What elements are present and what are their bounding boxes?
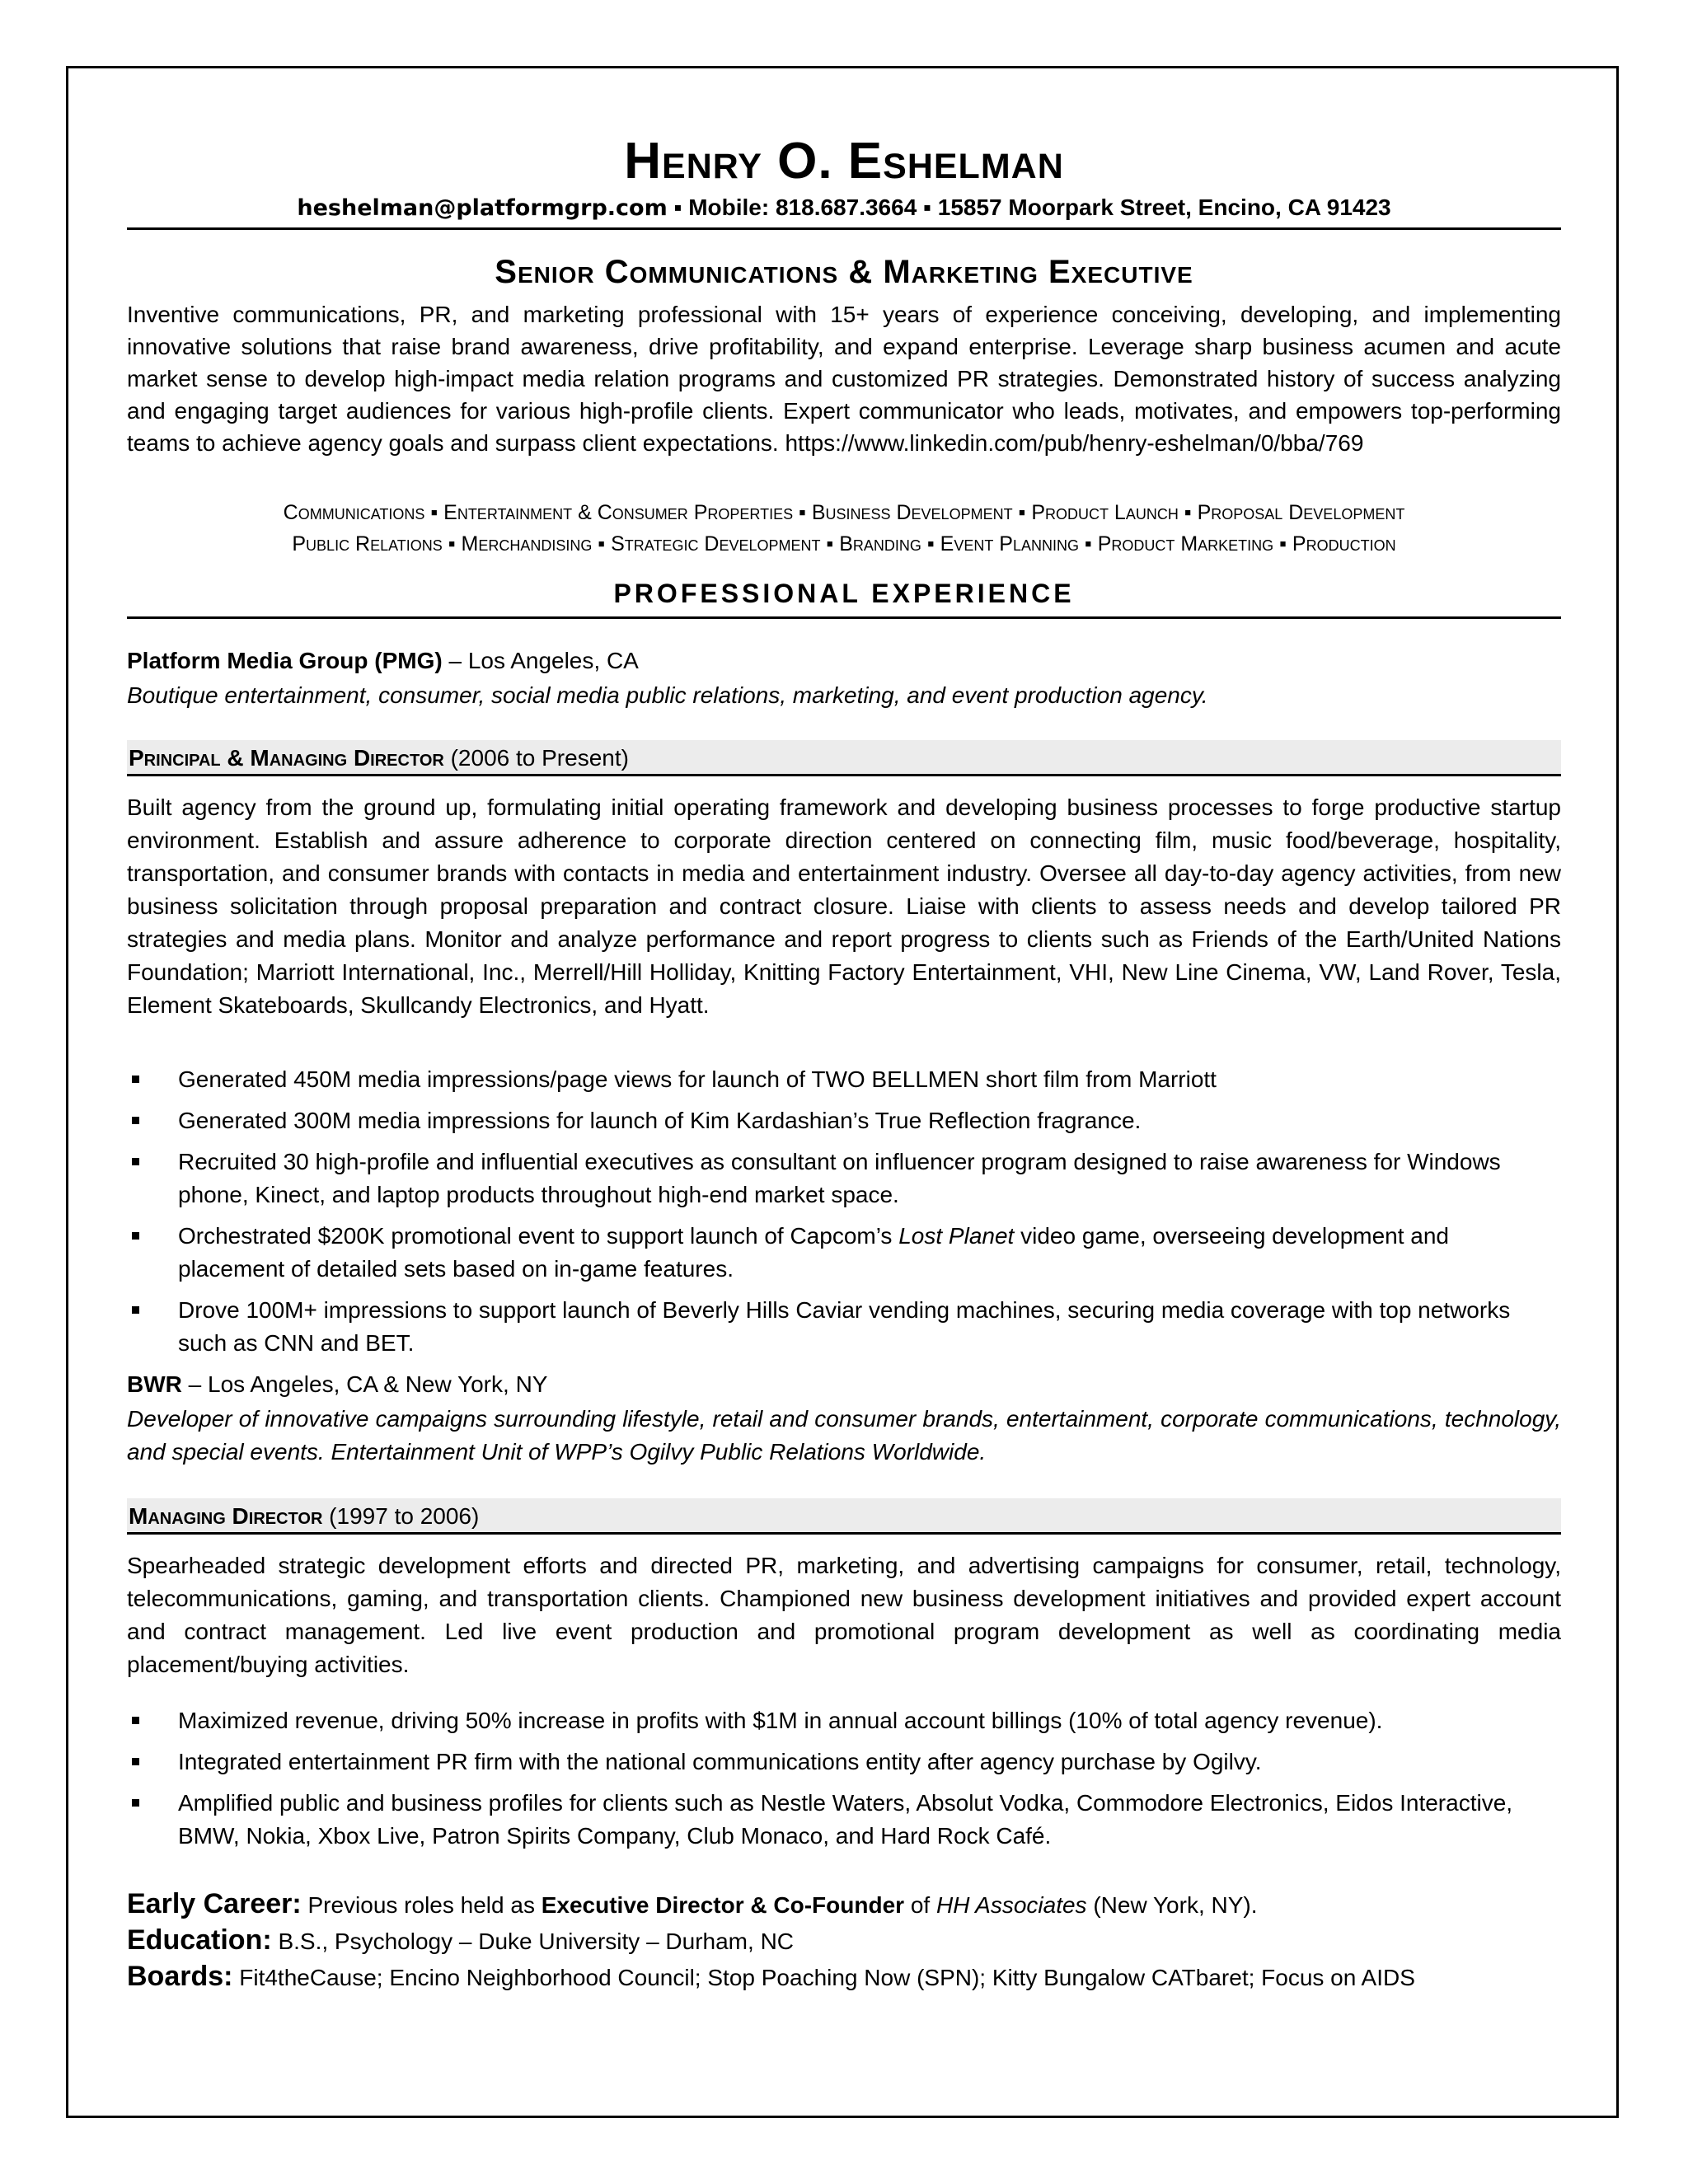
company-header <box>127 1368 1561 1401</box>
header-divider <box>127 227 1561 230</box>
section-title-experience: PROFESSIONAL EXPERIENCE <box>613 579 1075 608</box>
list-item: Integrated entertainment PR firm with the national communications entity after agency purchase by Ogilvy. <box>127 1746 1561 1779</box>
bullet-icon <box>132 1306 139 1314</box>
bullet-icon <box>132 1799 139 1807</box>
bullet-icon <box>132 1158 139 1165</box>
candidate-name: Henry O. Eshelman <box>624 133 1064 190</box>
email-address: heshelman@platformgrp.com <box>297 195 668 221</box>
mobile-number: Mobile: 818.687.3664 <box>688 194 917 220</box>
separator: ▪ <box>923 194 931 220</box>
early-career-line: Early Career: Previous roles held as Executive Director & Co-Founder of HH Associates (New York, NY). <box>127 1888 1258 1919</box>
list-item: Amplified public and business profiles for clients such as Nestle Waters, Absolut Vodka, Commodore Electronics, Eidos Interactive, BMW, Nokia, Xbox Live, Patron Spirits Company, Club Monaco, and Hard Rock Café. <box>127 1787 1561 1853</box>
separator: ▪ <box>673 194 682 220</box>
company-tagline: Developer of innovative campaigns surrounding lifestyle, retail and consumer brands, entertainment, corporate communications, technology, and special events. Entertainment Unit of WPP’s Ogilvy Public Relations Worldwide. <box>127 1406 1561 1465</box>
list-item: Recruited 30 high-profile and influential executives as consultant on influencer program designed to raise awareness for Windows phone, Kinect, and laptop products throughout high-end market space. <box>127 1146 1561 1212</box>
list-item: Generated 450M media impressions/page views for launch of TWO BELLMEN short film from Marriott <box>127 1063 1561 1096</box>
skills-line-1: Communications ▪ Entertainment & Consumer Properties ▪ Business Development ▪ Product Launch ▪ Proposal Development <box>283 501 1405 524</box>
section-divider <box>127 616 1561 619</box>
early-career-label: Early Career: <box>127 1888 302 1919</box>
role-bar <box>127 740 1561 776</box>
list-item: Maximized revenue, driving 50% increase in profits with $1M in annual account billings (10% of total agency revenue). <box>127 1704 1561 1737</box>
skills-line-2: Public Relations ▪ Merchandising ▪ Strategic Development ▪ Branding ▪ Event Planning ▪ Product Marketing ▪ Production <box>292 532 1396 555</box>
bullet-icon <box>132 1117 139 1124</box>
company-header <box>127 644 1561 677</box>
company-location: – Los Angeles, CA <box>442 648 639 673</box>
list-item: Generated 300M media impressions for launch of Kim Kardashian’s True Reflection fragrance. <box>127 1104 1561 1137</box>
role-title: Principal & Managing Director <box>129 745 444 771</box>
role-bar <box>127 1498 1561 1535</box>
bullet-icon <box>132 1758 139 1765</box>
company-name: BWR <box>127 1371 182 1397</box>
list-item: Orchestrated $200K promotional event to support launch of Capcom’s Lost Planet video game, overseeing development and placement of detailed sets based on in-game features. <box>127 1220 1561 1286</box>
company-name: Platform Media Group (PMG) <box>127 648 443 673</box>
bullet-icon <box>132 1232 139 1240</box>
achievement-list <box>127 1063 1561 1360</box>
role-description: Built agency from the ground up, formulating initial operating framework and developing business processes to forge productive startup environment. Establish and assure adherence to corporate direction centered on connecting film, music food/beverage, hospitality, transportation, and consumer brands with contacts in media and entertainment industry. Oversee all day-to-day agency activities, from new business solicitation through proposal preparation and contract closure. Liaise with clients to assess needs and develop tailored PR strategies and media plans. Monitor and analyze performance and report progress to clients such as Friends of the Earth/United Nations Foundation; Marriott International, Inc., Merrell/Hill Holliday, Knitting Factory Entertainment, VHI, New Line Cinema, VW, Land Rover, Tesla, Element Skateboards, Skullcandy Electronics, and Hyatt. <box>127 794 1561 1018</box>
bullet-icon <box>132 1076 139 1083</box>
list-item: Drove 100M+ impressions to support launch of Beverly Hills Caviar vending machines, securing media coverage with top networks such as CNN and BET. <box>127 1294 1561 1360</box>
contact-line <box>127 193 1561 223</box>
company-location: – Los Angeles, CA & New York, NY <box>181 1371 548 1397</box>
headline: Senior Communications & Marketing Executive <box>495 254 1193 290</box>
role-description: Spearheaded strategic development efforts and directed PR, marketing, and advertising campaigns for consumer, retail, technology, telecommunications, gaming, and transportation clients. Championed new business development initiatives and provided expert account and contract management. Led live event production and promotional program development as well as coordinating media placement/buying activities. <box>127 1553 1561 1677</box>
role-title: Managing Director <box>129 1503 323 1529</box>
role-dates: (1997 to 2006) <box>322 1503 480 1529</box>
boards-label: Boards: <box>127 1961 233 1992</box>
summary-paragraph: Inventive communications, PR, and marketing professional with 15+ years of experience conceiving, developing, and implementing innovative solutions that raise brand awareness, drive profitability, and expand enterprise. Leverage sharp business acumen and acute market sense to develop high-impact media relation programs and customized PR strategies. Demonstrated history of success analyzing and engaging target audiences for various high-profile clients. Expert communicator who leads, motivates, and empowers top-performing teams to achieve agency goals and surpass client expectations. https://www.linkedin.com/pub/henry-eshelman/0/bba/769 <box>127 302 1561 456</box>
boards-line: Boards: Fit4theCause; Encino Neighborhood Council; Stop Poaching Now (SPN); Kitty Bungalow CATbaret; Focus on AIDS <box>127 1961 1415 1992</box>
bullet-icon <box>132 1717 139 1724</box>
education-label: Education: <box>127 1924 272 1956</box>
education-line: Education: B.S., Psychology – Duke University – Durham, NC <box>127 1924 795 1956</box>
company-tagline: Boutique entertainment, consumer, social media public relations, marketing, and event production agency. <box>127 682 1208 708</box>
street-address: 15857 Moorpark Street, Encino, CA 91423 <box>937 194 1391 220</box>
achievement-list <box>127 1704 1561 1853</box>
role-dates: (2006 to Present) <box>443 745 629 771</box>
